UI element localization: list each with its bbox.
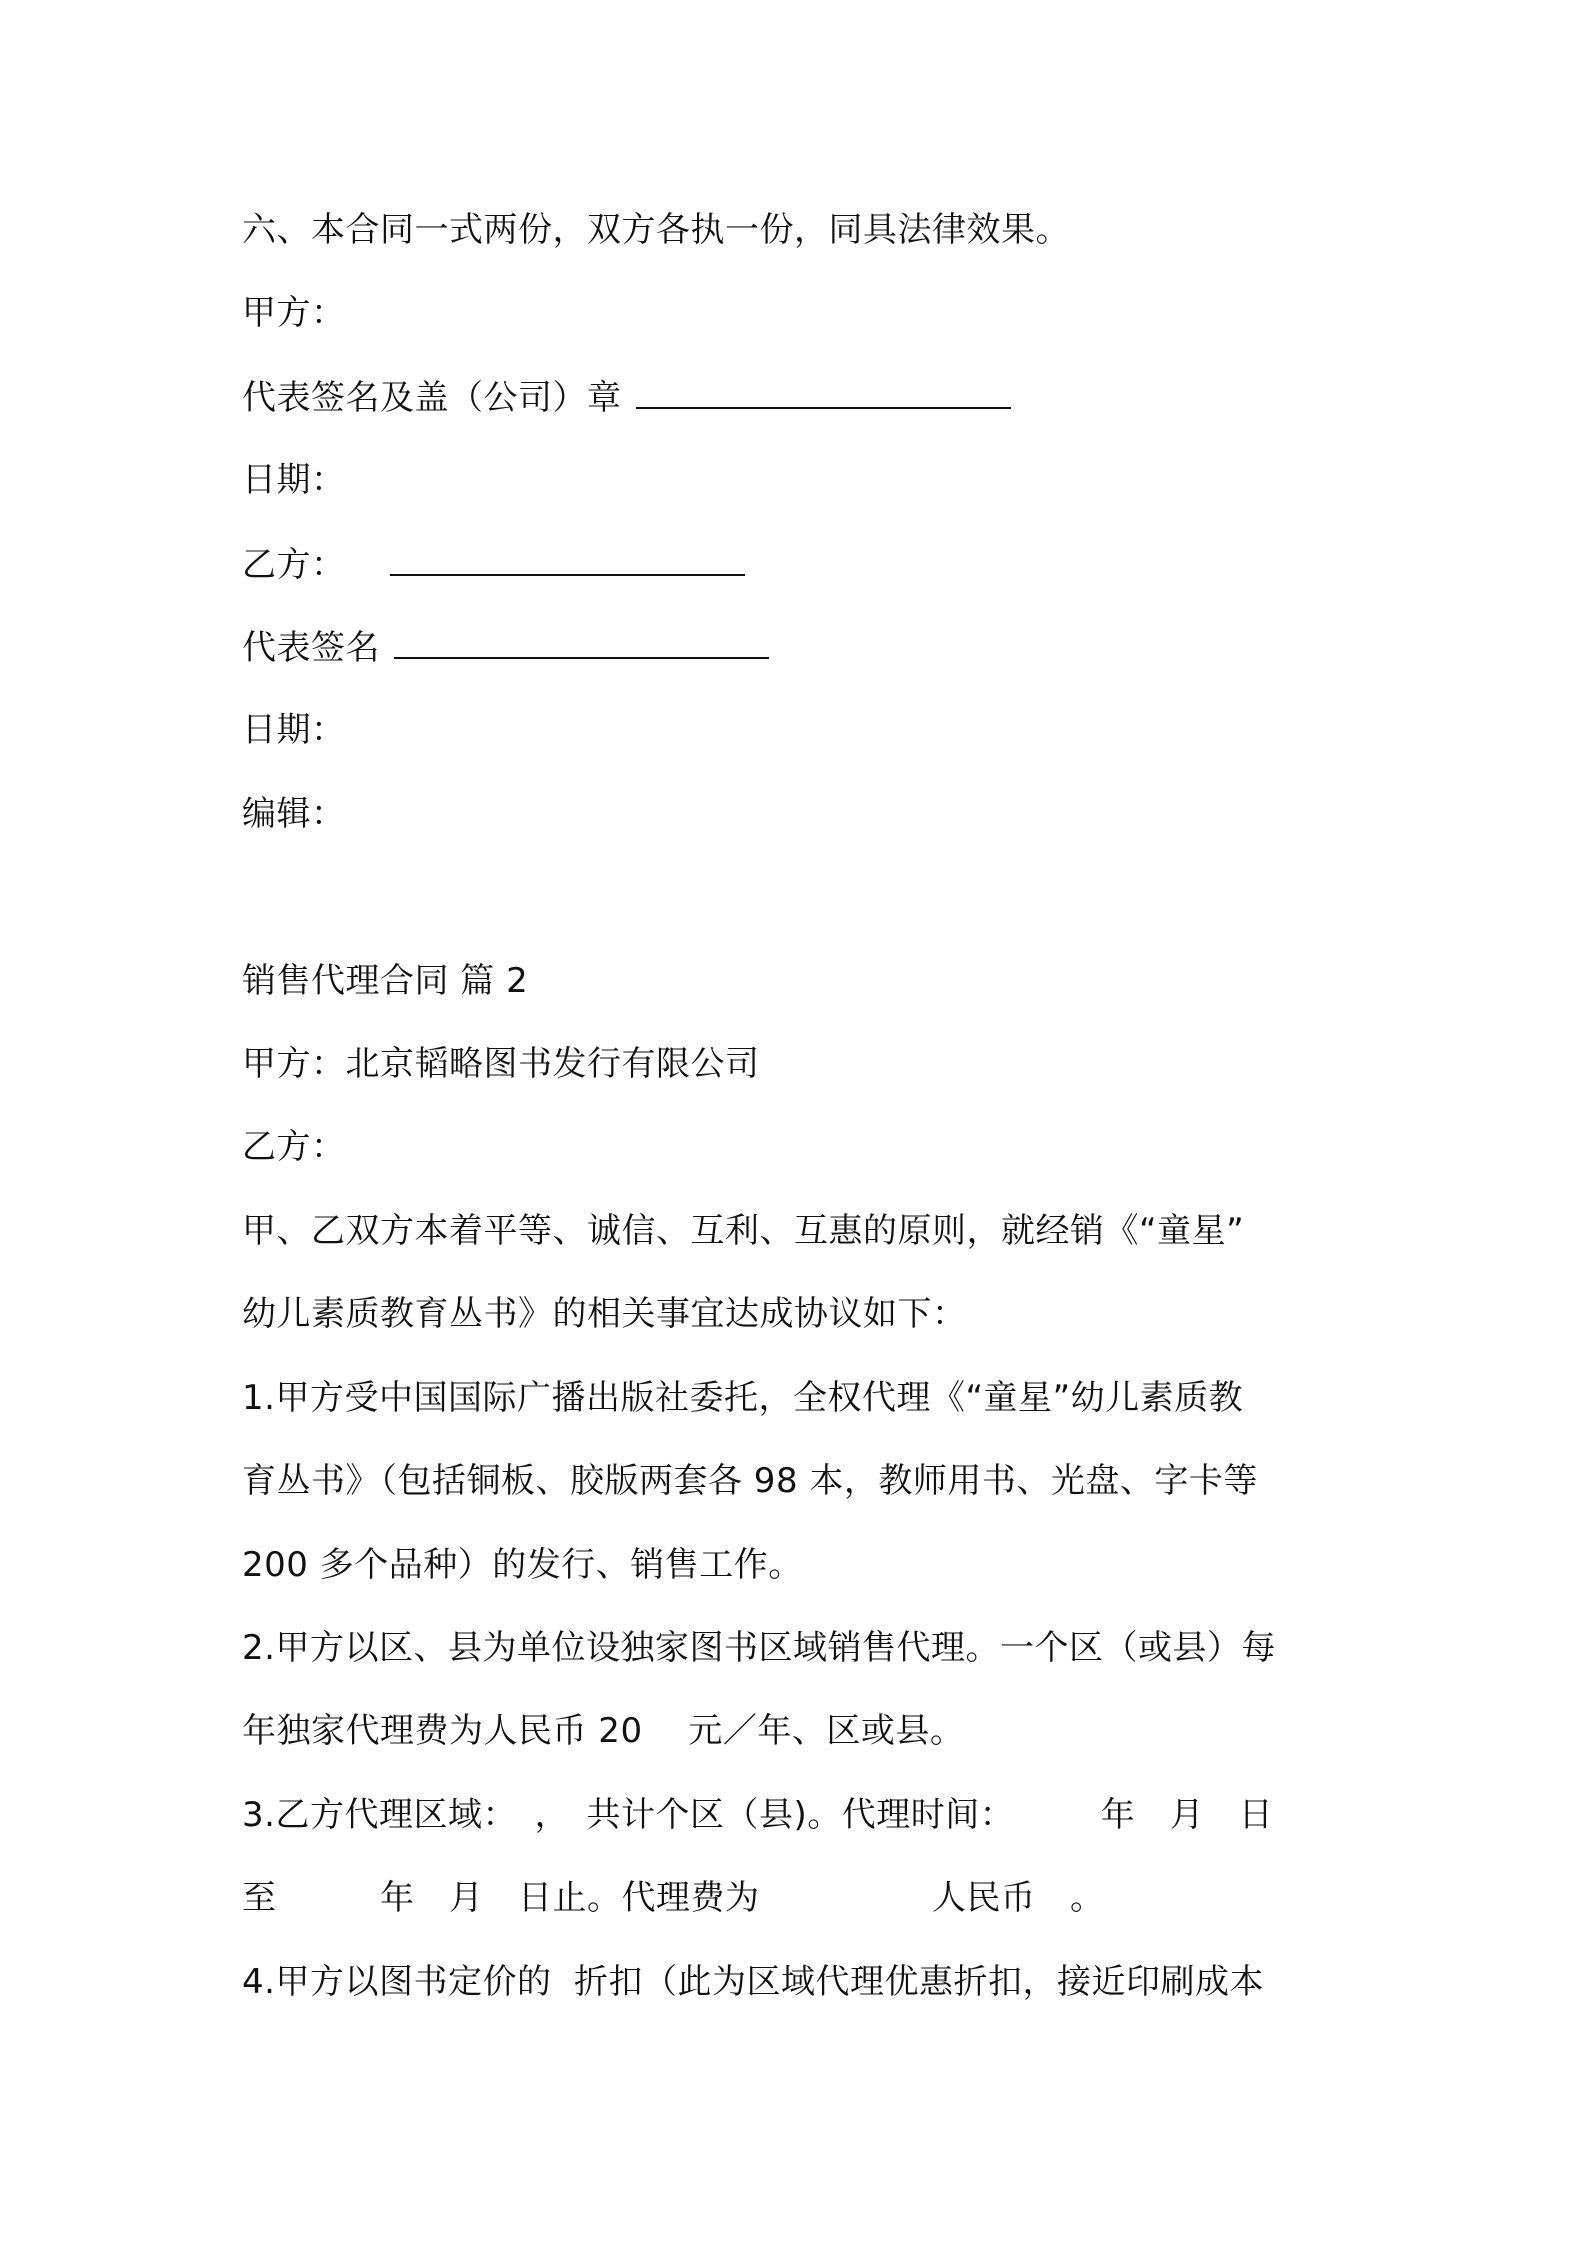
item-1-line-1: 1.甲方受中国国际广播出版社委托，全权代理《“童星”幼儿素质教 — [242, 1378, 1244, 1418]
party-b-label: 乙方： — [242, 545, 346, 585]
party-b-signature-blank — [394, 627, 769, 659]
party-a-signature-blank — [636, 377, 1011, 409]
contract-party-a: 甲方：北京韬略图书发行有限公司 — [242, 1044, 760, 1084]
party-a-label: 甲方： — [242, 293, 346, 333]
editor-label: 编辑： — [242, 794, 346, 834]
item-2-line-1: 2.甲方以区、县为单位设独家图书区域销售代理。一个区（或县）每 — [242, 1628, 1276, 1668]
item-3-line-1: 3.乙方代理区域： ， 共计个区（县)。代理时间： 年 月 日 — [242, 1795, 1274, 1835]
party-a-signature-line — [242, 377, 1362, 418]
party-b-line — [242, 544, 1362, 585]
party-b-name-blank — [390, 544, 745, 576]
party-b-signature-line — [242, 627, 1362, 668]
item-1-line-3: 200 多个品种）的发行、销售工作。 — [242, 1545, 803, 1585]
item-4-line-1: 4.甲方以图书定价的 折扣（此为区域代理优惠折扣，接近印刷成本 — [242, 1962, 1265, 2002]
intro-paragraph-line-2: 幼儿素质教育丛书》的相关事宜达成协议如下： — [242, 1294, 967, 1334]
intro-paragraph-line-1: 甲、乙双方本着平等、诚信、互利、互惠的原则，就经销《“童星” — [242, 1211, 1245, 1251]
item-1-line-2: 育丛书》（包括铜板、胶版两套各 98 本，教师用书、光盘、字卡等 — [242, 1461, 1258, 1501]
item-2-line-2: 年独家代理费为人民币 20 元／年、区或县。 — [242, 1711, 965, 1751]
clause-six: 六、本合同一式两份，双方各执一份，同具法律效果。 — [242, 210, 1070, 250]
party-a-date-label: 日期： — [242, 460, 346, 500]
section-two-title: 销售代理合同 篇 2 — [242, 961, 529, 1001]
party-b-date-label: 日期： — [242, 710, 346, 750]
item-3-line-2: 至 年 月 日止。代理费为 人民币 。 — [242, 1878, 1105, 1918]
party-a-signature-label: 代表签名及盖（公司）章 — [242, 378, 622, 418]
party-b-signature-label: 代表签名 — [242, 628, 380, 668]
contract-party-b: 乙方： — [242, 1127, 346, 1167]
